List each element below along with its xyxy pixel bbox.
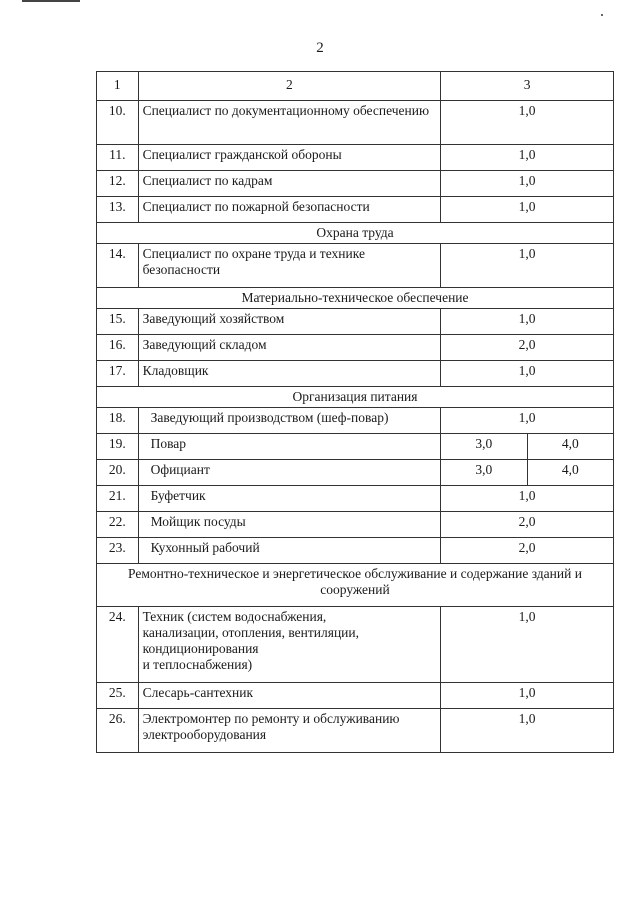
- position-name: Специалист по охране труда и технике безопасности: [138, 244, 441, 288]
- table-row: [97, 460, 614, 486]
- header-col-2: 2: [138, 72, 441, 101]
- position-name: Слесарь-сантехник: [138, 683, 441, 709]
- table-row: [97, 309, 614, 335]
- section-title-labor-safety: Охрана труда: [97, 223, 614, 244]
- table-header-row: [97, 72, 614, 101]
- section-row: [97, 564, 614, 607]
- position-name-line: канализации, отопления, вентиляции,: [142, 625, 360, 640]
- section-row: [97, 223, 614, 244]
- position-rate: 1,0: [441, 197, 614, 223]
- position-name: Заведующий складом: [138, 335, 441, 361]
- position-rate: 1,0: [441, 244, 614, 288]
- position-rate: 2,0: [441, 335, 614, 361]
- table-row: [97, 486, 614, 512]
- scan-artifact-line: [22, 0, 80, 2]
- row-number: 23.: [97, 538, 139, 564]
- section-row: [97, 288, 614, 309]
- row-number: 12.: [97, 171, 139, 197]
- row-number: 11.: [97, 145, 139, 171]
- position-rate: 1,0: [441, 309, 614, 335]
- table-row: [97, 434, 614, 460]
- table-row: [97, 244, 614, 288]
- row-number: 18.: [97, 408, 139, 434]
- row-number: 16.: [97, 335, 139, 361]
- section-title-maintenance: Ремонтно-техническое и энергетическое обслуживание и содержание зданий и сооружений: [97, 564, 614, 607]
- row-number: 15.: [97, 309, 139, 335]
- position-name: Специалист по кадрам: [138, 171, 441, 197]
- position-name: [138, 607, 441, 683]
- position-rate: 1,0: [441, 607, 614, 683]
- position-rate: 1,0: [441, 101, 614, 145]
- table-row: [97, 408, 614, 434]
- table-row: [97, 335, 614, 361]
- position-rate: 2,0: [441, 538, 614, 564]
- position-name-line: и теплоснабжения): [142, 657, 253, 672]
- row-number: 26.: [97, 709, 139, 753]
- table-row: [97, 683, 614, 709]
- position-name: Буфетчик: [138, 486, 441, 512]
- row-number: 19.: [97, 434, 139, 460]
- section-title-material-support: Материально-техническое обеспечение: [97, 288, 614, 309]
- table-row: [97, 709, 614, 753]
- section-title-catering: Организация питания: [97, 387, 614, 408]
- position-rate: 1,0: [441, 145, 614, 171]
- position-rate: 1,0: [441, 486, 614, 512]
- table-row: [97, 361, 614, 387]
- row-number: 21.: [97, 486, 139, 512]
- table-row: [97, 101, 614, 145]
- position-name-line: Техник (систем водоснабжения,: [142, 609, 327, 624]
- scan-artifact-dot: [601, 14, 603, 16]
- staff-table: [96, 71, 614, 753]
- position-name-line: кондиционирования: [142, 641, 259, 656]
- table-row: [97, 171, 614, 197]
- table-row: [97, 197, 614, 223]
- row-number: 13.: [97, 197, 139, 223]
- row-number: 14.: [97, 244, 139, 288]
- position-name: Заведующий производством (шеф-повар): [138, 408, 441, 434]
- position-rate-b: 4,0: [527, 434, 613, 460]
- position-name: Электромонтер по ремонту и обслуживанию электрооборудования: [138, 709, 441, 753]
- position-name: Специалист по документационному обеспечению: [138, 101, 441, 145]
- position-name: Специалист гражданской обороны: [138, 145, 441, 171]
- position-rate-b: 4,0: [527, 460, 613, 486]
- table-row: [97, 607, 614, 683]
- position-rate-a: 3,0: [441, 460, 527, 486]
- position-rate: 1,0: [441, 171, 614, 197]
- position-rate: 1,0: [441, 361, 614, 387]
- position-name: Мойщик посуды: [138, 512, 441, 538]
- table-row: [97, 512, 614, 538]
- row-number: 10.: [97, 101, 139, 145]
- position-name: Кухонный рабочий: [138, 538, 441, 564]
- header-col-3: 3: [441, 72, 614, 101]
- section-row: [97, 387, 614, 408]
- page-number: 2: [316, 40, 324, 56]
- position-rate-a: 3,0: [441, 434, 527, 460]
- row-number: 25.: [97, 683, 139, 709]
- table-row: [97, 145, 614, 171]
- position-name: Кладовщик: [138, 361, 441, 387]
- position-rate: 1,0: [441, 709, 614, 753]
- row-number: 20.: [97, 460, 139, 486]
- position-name: Специалист по пожарной безопасности: [138, 197, 441, 223]
- position-name: Официант: [138, 460, 441, 486]
- row-number: 22.: [97, 512, 139, 538]
- header-col-1: 1: [97, 72, 139, 101]
- table-row: [97, 538, 614, 564]
- position-rate: 1,0: [441, 408, 614, 434]
- position-rate: 1,0: [441, 683, 614, 709]
- position-name: Повар: [138, 434, 441, 460]
- row-number: 24.: [97, 607, 139, 683]
- position-name: Заведующий хозяйством: [138, 309, 441, 335]
- position-rate: 2,0: [441, 512, 614, 538]
- row-number: 17.: [97, 361, 139, 387]
